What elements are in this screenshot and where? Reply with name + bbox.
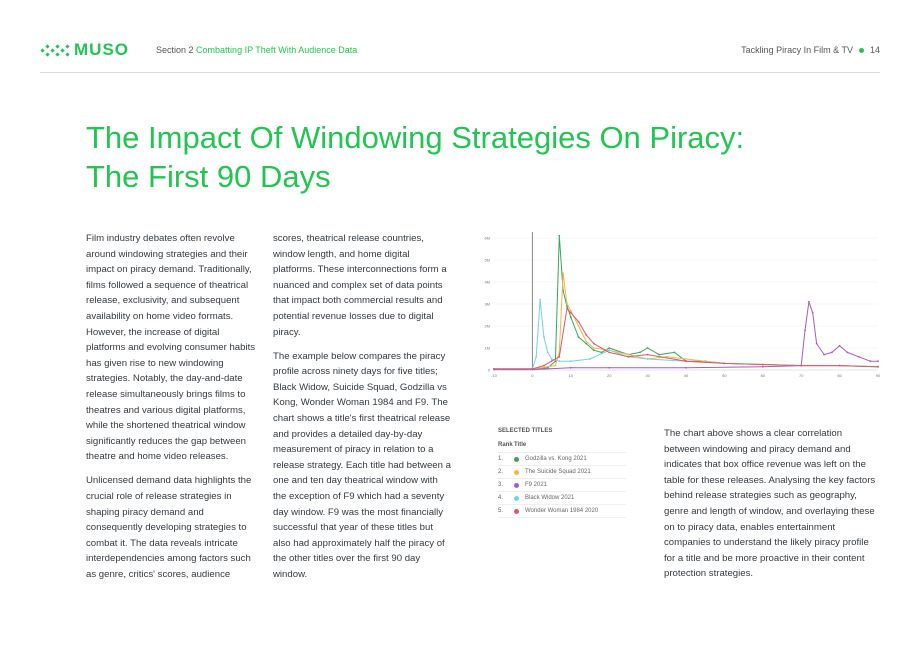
data-point — [762, 366, 764, 368]
legend-row — [498, 479, 626, 492]
data-point — [804, 330, 806, 332]
data-point — [812, 312, 814, 314]
legend-rank: 2. — [498, 469, 504, 475]
x-tick-label: 20 — [606, 373, 612, 378]
data-point — [658, 354, 660, 356]
data-point — [543, 365, 545, 367]
page-header — [40, 40, 880, 62]
legend-row — [498, 492, 626, 505]
data-point — [570, 312, 572, 314]
data-point — [558, 235, 560, 237]
muso-logo-icon — [40, 43, 70, 57]
x-tick-label: 30 — [645, 373, 650, 378]
legend-rank: 4. — [498, 495, 504, 501]
data-point — [608, 352, 610, 354]
body-column-1 — [86, 231, 258, 591]
data-point — [547, 352, 549, 354]
series-swatch-icon — [514, 470, 519, 475]
series-swatch-icon — [514, 509, 519, 514]
data-point — [608, 349, 610, 351]
muso-logo — [40, 40, 129, 60]
series-swatch-icon — [514, 483, 519, 488]
data-point — [570, 360, 572, 362]
data-point — [585, 334, 587, 336]
data-point — [543, 336, 545, 338]
series-line — [494, 273, 878, 369]
bullet-dot-icon — [859, 48, 864, 53]
data-point — [535, 356, 537, 358]
rank-header: Rank — [498, 442, 513, 448]
data-point — [869, 360, 871, 362]
data-point — [566, 308, 568, 310]
data-point — [589, 358, 591, 360]
data-point — [685, 367, 687, 369]
legend-rank: 3. — [498, 482, 504, 488]
body-column-2 — [273, 231, 451, 591]
y-tick-label: 1M — [484, 345, 490, 351]
section-label — [156, 45, 357, 55]
data-point — [839, 345, 841, 347]
data-point — [800, 365, 802, 367]
running-title: Tackling Piracy In Film & TV — [741, 45, 853, 55]
body-column-3 — [664, 426, 879, 590]
data-point — [566, 303, 568, 305]
y-tick-label: 0 — [487, 367, 490, 373]
legend-title-text: F9 2021 — [525, 482, 548, 488]
data-point — [551, 360, 553, 362]
data-point — [570, 367, 572, 369]
section-title: Combatting IP Theft With Audience Data — [196, 45, 358, 55]
data-point — [539, 299, 541, 301]
data-point — [846, 352, 848, 354]
data-point — [831, 352, 833, 354]
legend-row — [498, 466, 626, 479]
data-point — [647, 347, 649, 349]
paragraph: The chart above shows a clear correlation between windowing and piracy demand and indicates that box office revenue was left on the table for these releases. Analysing the key factors behind release strategies such as geography, genre and length of window, and overlaying these on to piracy data, enables entertainment companies to understand the likely piracy profile for a title and be more proactive in their content protection strategies. — [664, 428, 876, 580]
page-title-line-2: The First 90 Days — [86, 159, 331, 194]
x-tick-label: 0 — [531, 373, 534, 378]
x-tick-label: 80 — [837, 373, 842, 378]
running-header — [741, 45, 880, 55]
x-tick-label: 50 — [722, 373, 727, 378]
data-point — [808, 301, 810, 303]
data-point — [823, 354, 825, 356]
legend-title-text: Godzilla vs. Kong 2021 — [525, 456, 587, 462]
data-point — [647, 354, 649, 356]
data-point — [551, 358, 553, 360]
legend-rank: 5. — [498, 508, 504, 514]
y-tick-label: 4M — [484, 279, 490, 285]
x-tick-label: 10 — [568, 373, 574, 378]
data-point — [858, 356, 860, 358]
data-point — [593, 343, 595, 345]
data-point — [685, 360, 687, 362]
paragraph: Film industry debates often revolve around windowing strategies and their impact on piracy demand. Traditionally, films followed a sequence of theatrical release, exclusivity, and subsequent availability on home video formats. However, the increase of digital platforms and evolving consumer habits has given rise to new windowing strategies. Notably, the day-and-date release simultaneously brings films to theatres and various digital platforms, while the shortened theatrical window significantly reduces the gap between theatre and home video releases. — [86, 233, 256, 463]
legend-title-text: The Suicide Squad 2021 — [525, 469, 591, 475]
paragraph: Unlicensed demand data highlights the crucial role of release strategies in shaping piracy demand and consequently developing strategies to combat it. The data reveals intricate interdependencies among factors such as genre, critics' scores, audience — [86, 475, 252, 580]
series-swatch-icon — [514, 496, 519, 501]
data-point — [877, 366, 879, 368]
data-point — [570, 316, 572, 318]
brand-name: MUSO — [74, 40, 129, 59]
legend-rank: 1. — [498, 456, 504, 462]
title-header: Title — [514, 442, 527, 448]
data-point — [578, 325, 580, 327]
y-tick-label: 5M — [484, 257, 490, 263]
selected-titles-legend — [498, 428, 626, 518]
x-tick-label: 40 — [683, 373, 689, 378]
page-title-line-1: The Impact Of Windowing Strategies On Piracy: — [86, 120, 745, 155]
data-point — [555, 365, 557, 367]
data-point — [674, 352, 676, 354]
data-point — [578, 336, 580, 338]
section-prefix: Section 2 — [156, 45, 194, 55]
data-point — [558, 360, 560, 362]
series-swatch-icon — [514, 457, 519, 462]
data-point — [570, 310, 572, 312]
data-point — [558, 356, 560, 358]
data-point — [532, 368, 534, 370]
data-point — [608, 367, 610, 369]
data-point — [724, 363, 726, 365]
data-point — [593, 347, 595, 349]
data-point — [562, 272, 564, 274]
paragraph: scores, theatrical release countries, window length, and home digital platforms. These interconnections form a nuanced and complex set of data points that impact both commercial results and potential revenue losses due to digital piracy. — [273, 233, 447, 338]
x-tick-label: 90 — [875, 373, 880, 378]
legend-row — [498, 505, 626, 518]
data-point — [578, 321, 580, 323]
y-tick-label: 3M — [484, 301, 490, 307]
data-point — [593, 349, 595, 351]
x-tick-label: -10 — [491, 373, 497, 378]
data-point — [585, 341, 587, 343]
data-point — [762, 364, 764, 366]
data-point — [685, 358, 687, 360]
legend-row — [498, 453, 626, 466]
x-tick-label: 70 — [798, 373, 804, 378]
data-point — [647, 358, 649, 360]
header-divider — [40, 72, 880, 73]
page-number: 14 — [869, 45, 880, 55]
legend-title: SELECTED TITLES — [498, 428, 553, 434]
data-point — [877, 360, 879, 362]
y-tick-label: 6M — [484, 235, 490, 241]
data-point — [608, 347, 610, 349]
data-point — [585, 343, 587, 345]
data-point — [816, 343, 818, 345]
x-tick-label: 60 — [760, 373, 766, 378]
legend-title-text: Black Widow 2021 — [525, 495, 575, 501]
data-point — [493, 368, 495, 370]
y-tick-label: 2M — [484, 323, 490, 329]
data-point — [628, 356, 630, 358]
piracy-line-chart — [480, 230, 880, 380]
paragraph: The example below compares the piracy profile across ninety days for five titles; Black Widow, Suicide Squad, Godzilla vs Kong, Wonder Woman 1984 and F9. The chart shows a title's first theatrical release and provides a detailed day-by-day measurement of piracy in relation to a release strategy. Each title had between a one and ten day theatrical window with the exception of F9 which had a seventy day window. F9 was the most financially successful that year of these titles but also had approximately half the piracy of the other titles over the first 90 day window. — [273, 350, 451, 580]
data-point — [839, 365, 841, 367]
page-title — [86, 118, 806, 196]
legend-header-row — [498, 442, 626, 453]
legend-title-text: Wonder Woman 1984 2020 — [525, 508, 599, 514]
data-point — [628, 354, 630, 356]
data-point — [639, 352, 641, 354]
